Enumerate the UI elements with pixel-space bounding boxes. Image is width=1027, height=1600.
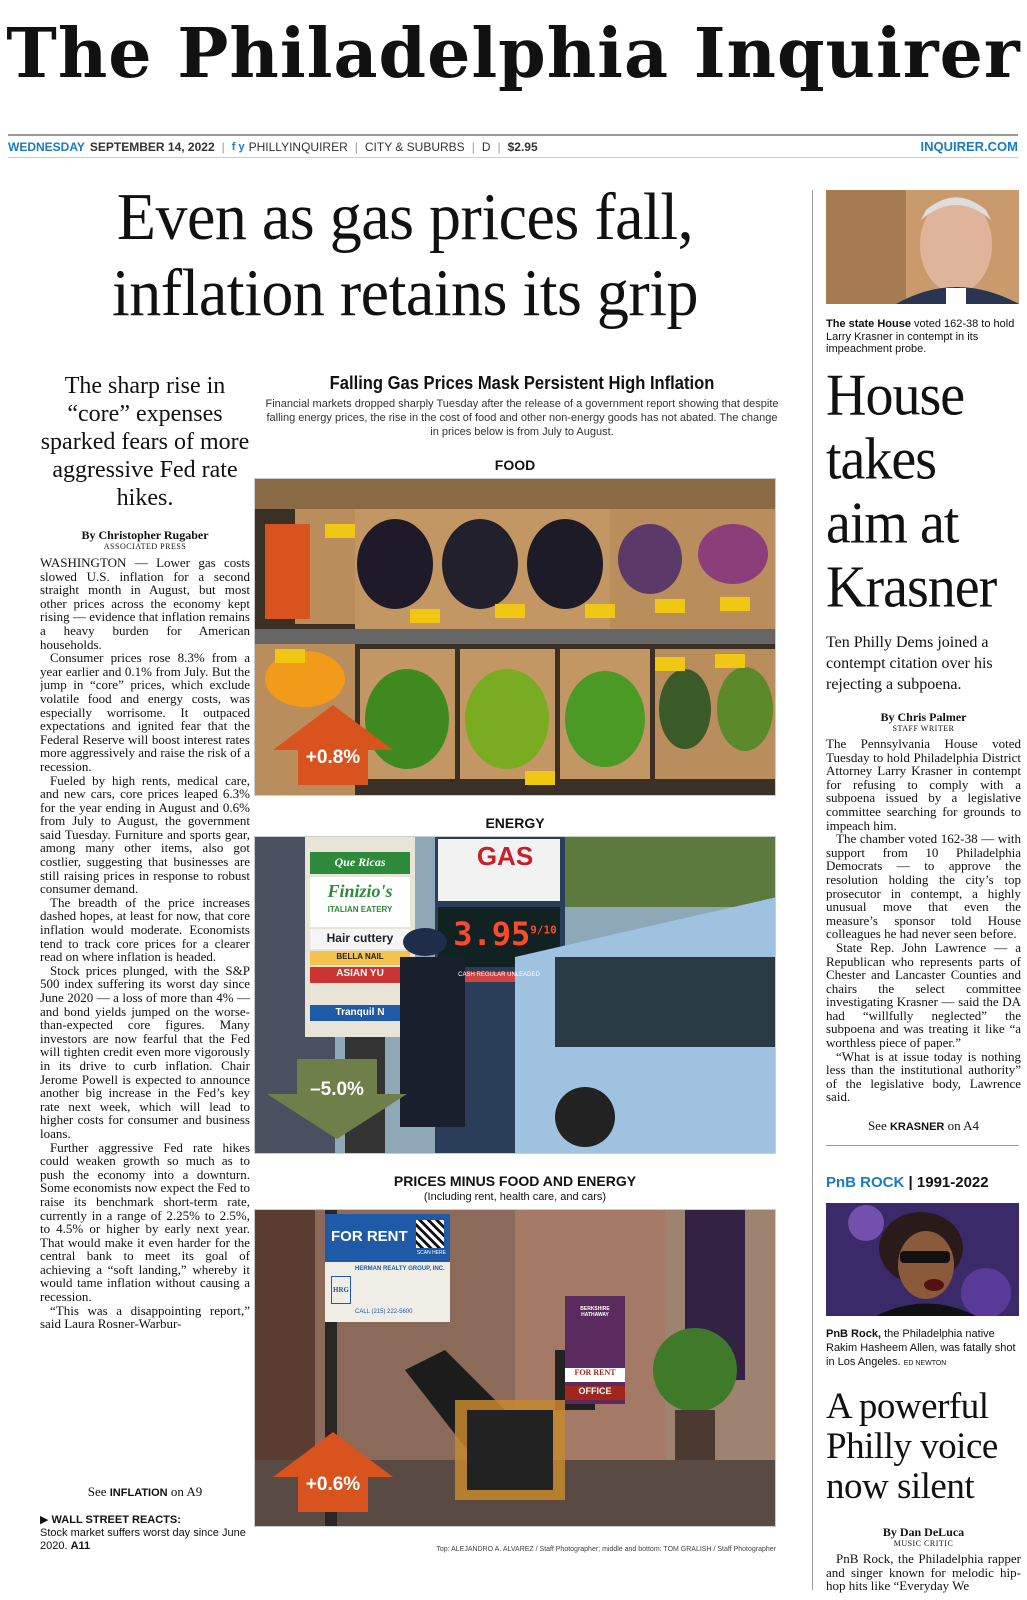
hrg-logo: HRG (331, 1276, 351, 1304)
column-rule (812, 190, 813, 1590)
see-prefix: See (867, 1118, 887, 1133)
headline-line-2: inflation retains its grip (112, 255, 698, 330)
dateline-bar (8, 134, 1018, 158)
dateline-section: CITY & SUBURBS (364, 139, 465, 154)
panel-sublabel-core: (Including rent, health care, and cars) (423, 1191, 607, 1203)
graphic-subtitle: Financial markets dropped sharply Tuesday after the release of a government report showing that despite falling energy prices, the rise in the cost of food and other non-energy goods has not abated. The change in prices below is from July to August. (265, 398, 779, 438)
paragraph: State Rep. John Lawrence — a Republican who represents parts of Chester and Lancaster Counties and chairs the select committee investigating Krasner — said the DA had “willfully neglected” the subpoena and was treating it like “a worthless piece of paper.” (826, 939, 1021, 1051)
social-icons: f y (231, 140, 245, 153)
gas-price-display (450, 915, 560, 953)
see-prefix: See (87, 1484, 107, 1499)
paragraph: Consumer prices rose 8.3% from a year earlier and 0.1% from July. But the jump in “core” prices, which exclude volatile food and energy costs, was especially worrisome. It outpaced expectations and ignited fear that the Federal Reserve will boost interest rates more aggressively and raise the risk of a recession. (40, 650, 250, 774)
sign-tranquil: Tranquil N (335, 1007, 385, 1018)
see-word: KRASNER (889, 1121, 945, 1133)
berkshire-sign (565, 1296, 625, 1404)
for-rent-title: FOR RENT (331, 1228, 408, 1245)
paragraph: Stock prices plunged, with the S&P 500 index suffering its worst day since June 2020 — a loss of more than 4% — and bond yields jumped on the worse-than-expected core figures. Many investors are now fearful that the Fed will tighten credit even more vigorously in its drive to curb inflation. Chair Jerome Powell is expected to announce another big increase in the Fed’s key rate next week, which will lead to higher costs for consumer and business loans. (40, 962, 250, 1141)
paragraph: WASHINGTON — Lower gas costs slowed U.S. inflation for a second straight month in August, but most other prices across the economy kept rising — evidence that inflation remains a heavy burden for American households. (40, 556, 250, 652)
arrow-up-icon (273, 1432, 393, 1512)
paragraph: Fueled by high rents, medical care, and new cars, core prices leaped 6.3% for the year ending in August and 0.6% from July to August, the government said Tuesday. Furniture and sports gear, among many other items, also got costlier, suggesting that businesses are still raising prices in response to robust consumer demand. (40, 772, 250, 897)
lead-byline-role: ASSOCIATED PRESS (103, 542, 187, 551)
gas-price: 3.95 (453, 915, 531, 953)
change-arrow-up (273, 705, 393, 785)
lead-article-body (40, 556, 250, 1481)
divider: | (221, 139, 225, 154)
website-link[interactable]: INQUIRER.COM (920, 138, 1018, 154)
divider: | (354, 139, 358, 154)
pnb-years: | 1991-2022 (908, 1174, 989, 1191)
panel-label-core: PRICES MINUS FOOD AND ENERGY (393, 1173, 637, 1189)
play-icon: ▶ (40, 1514, 49, 1526)
pnb-byline: By Dan DeLuca (882, 1525, 965, 1539)
krasner-jump-line[interactable] (826, 1118, 1021, 1134)
scan-here: SCAN HERE (416, 1250, 446, 1256)
lead-jump-line[interactable] (40, 1484, 250, 1500)
paragraph: The chamber voted 162-38 — with support from 10 Philadelphia Democrats — to approve the resolution holding the city’s top prosecutor in contempt, a highly unusual move that even the measure’s sponsor told House colleagues he had never seen before. (826, 831, 1021, 942)
krasner-byline: By Chris Palmer (880, 710, 967, 724)
sign-finizios: Finizio's (327, 881, 393, 901)
dateline-edition: D (481, 139, 491, 154)
pnb-byline-role: MUSIC CRITIC (893, 1539, 954, 1548)
lead-byline: By Christopher Rugaber (81, 528, 209, 542)
teaser-text: Stock market suffers worst day since June 2020. (40, 1527, 246, 1552)
photo-credit: Top: ALEJANDRO A. ALVAREZ / Staff Photographer; middle and bottom: TOM GRALISH / Staff Photographer (436, 1546, 776, 1553)
agency-name: HERMAN REALTY GROUP, INC. (355, 1266, 445, 1272)
panel-label-energy: ENERGY (485, 815, 545, 831)
caption-lead: PnB Rock, (826, 1328, 882, 1340)
section-divider (826, 1145, 1019, 1146)
agency-phone: CALL (215) 222-5600 (355, 1309, 413, 1315)
caption-lead: The state House (826, 318, 911, 330)
teaser-page: A11 (70, 1540, 91, 1552)
qr-code-icon (416, 1220, 444, 1248)
paragraph: The breadth of the price increases dashed hopes, at least for now, that core inflation would moderate. Economists tend to track core prices for a clearer read on where inflation is headed. (40, 894, 250, 965)
graphic-title: Falling Gas Prices Mask Persistent High Inflation (329, 373, 715, 393)
paragraph: Further aggressive Fed rate hikes could weaken growth so much as to push the economy into a downturn. Some economists now expect the Fed to raise its benchmark short-term rate, currently in a range of 2.25% to 2.5%, to 4.5% or higher by early next year. That would make it even harder for the central bank to meet its goal of achieving a “soft landing,” whereby it would tame inflation without causing a recession. (40, 1139, 250, 1305)
gas-price-fraction: 9/10 (530, 923, 557, 937)
sign-asian-yu: ASIAN YU (336, 968, 384, 979)
core-change-value: +0.6% (305, 1474, 361, 1495)
gas-sign: GAS (476, 841, 534, 871)
berkshire-name: BERKSHIRE HATHAWAY (580, 1306, 610, 1318)
krasner-photo (826, 190, 1019, 304)
krasner-caption (826, 318, 1016, 356)
see-word: INFLATION (109, 1487, 168, 1499)
panel-label-food: FOOD (494, 457, 536, 473)
lead-deck: The sharp rise in “core” expenses sparked fears of more aggressive Fed rate hikes. (40, 373, 250, 511)
food-change-value: +0.8% (305, 747, 361, 768)
change-arrow-down (267, 1059, 407, 1139)
pnb-headline[interactable]: A powerful Philly voice now silent (826, 1386, 998, 1507)
krasner-headline[interactable]: House takes aim at Krasner (826, 362, 997, 621)
pnb-caption (826, 1327, 1021, 1371)
krasner-byline-role: STAFF WRITER (892, 724, 955, 733)
teaser-title: WALL STREET REACTS: (51, 1514, 181, 1526)
paragraph: The Pennsylvania House voted Tuesday to hold Philadelphia District Attorney Larry Krasner in contempt for refusing to comply with a subpoena issued by a legislative committee searching for grounds to impeach him. (826, 737, 1021, 833)
caption-text: voted 162-38 to hold Larry Krasner in contempt in its impeachment probe. (826, 318, 1015, 355)
sign-bella-nail: BELLA NAIL (336, 952, 384, 961)
arrow-up-icon (273, 705, 393, 785)
caption-text: the Philadelphia native Rakim Hasheem Allen, was fatally shot in Los Angeles. (826, 1328, 1016, 1368)
gas-strip: CASH REGULAR UNLEADED (458, 972, 540, 978)
sign-italian-eatery: ITALIAN EATERY (327, 905, 393, 914)
photo-credit: ED NEWTON (903, 1360, 947, 1367)
rent-photo (254, 1209, 776, 1527)
sign-hair-cuttery: Hair cuttery (326, 931, 394, 945)
pnb-article-body (826, 1552, 1021, 1598)
wall-street-teaser[interactable] (40, 1514, 250, 1553)
paragraph: “This was a disappointing report,” said Laura Rosner-Warbur- (40, 1302, 250, 1332)
portrait-image (826, 190, 1019, 304)
paragraph: PnB Rock, the Philadelphia rapper and singer known for melodic hip-hop hits like “Everyday We (826, 1552, 1021, 1594)
food-photo (254, 478, 776, 796)
dateline-social: PHILLYINQUIRER (248, 139, 348, 154)
dateline-date: SEPTEMBER 14, 2022 (89, 139, 215, 154)
berkshire-for-rent: FOR RENT (565, 1368, 625, 1382)
paragraph: “What is at issue today is nothing less than the institutional authority” of the legislative body, Lawrence said. (826, 1048, 1021, 1105)
divider: | (471, 139, 475, 154)
krasner-article-body (826, 737, 1021, 1115)
pnb-rock-label (826, 1174, 1021, 1191)
see-page: on A9 (170, 1484, 203, 1499)
concert-image (826, 1203, 1019, 1316)
energy-change-value: –5.0% (310, 1079, 364, 1100)
sign-que-ricas: Que Ricas (334, 855, 386, 869)
berkshire-office: OFFICE (565, 1386, 625, 1400)
change-arrow-up (273, 1432, 393, 1512)
pnb-name: PnB ROCK (826, 1174, 905, 1191)
krasner-deck: Ten Philly Dems joined a contempt citation over his rejecting a subpoena. (826, 634, 993, 693)
for-rent-sign (325, 1214, 450, 1322)
lead-headline[interactable] (10, 179, 800, 330)
headline-line-1: Even as gas prices fall, (116, 179, 694, 254)
energy-photo (254, 836, 776, 1154)
dateline-day: WEDNESDAY (8, 139, 85, 154)
masthead: The Philadelphia Inquirer (6, 14, 1021, 94)
dateline-price: $2.95 (507, 139, 538, 154)
see-page: on A4 (947, 1118, 980, 1133)
divider: | (497, 139, 501, 154)
pnb-rock-photo (826, 1203, 1019, 1316)
